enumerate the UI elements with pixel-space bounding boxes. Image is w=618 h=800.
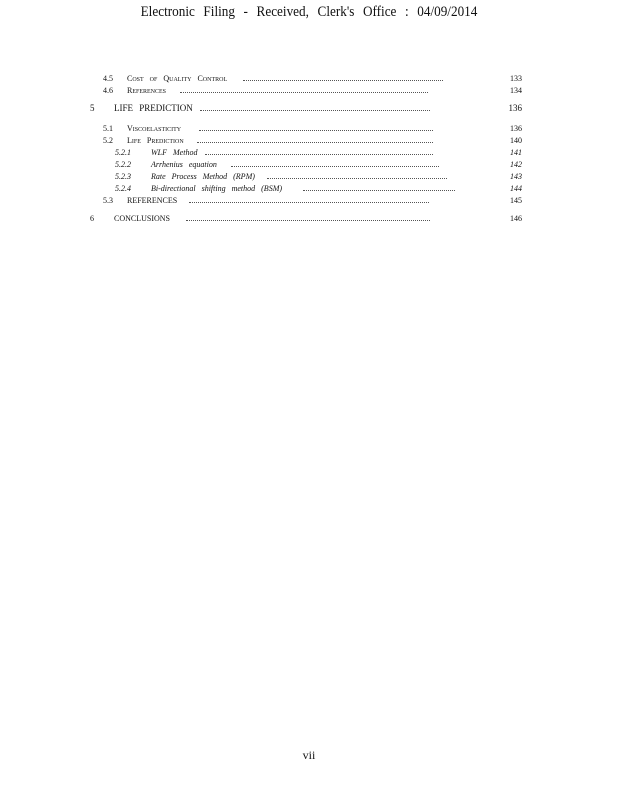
toc-entry-title: CONCLUSIONS bbox=[114, 214, 171, 223]
toc-entry-title: Arrhenius equation bbox=[151, 160, 217, 169]
toc-dot-leader bbox=[200, 110, 430, 111]
toc-entry-title: Life Prediction bbox=[127, 136, 184, 145]
toc-entry-title: References bbox=[127, 86, 167, 95]
toc-entry-number: 4.5 bbox=[103, 74, 113, 83]
toc-entry-title: Viscoelasticity bbox=[127, 124, 182, 133]
toc-entry-5-2-1[interactable] bbox=[115, 147, 522, 158]
toc-entry-4-5[interactable] bbox=[103, 73, 522, 84]
toc-dot-leader bbox=[243, 80, 443, 81]
toc-entry-page: 143 bbox=[510, 172, 522, 181]
toc-entry-5-2[interactable] bbox=[103, 135, 522, 146]
toc-entry-page: 140 bbox=[510, 136, 522, 145]
toc-entry-title: LIFE PREDICTION bbox=[114, 103, 193, 113]
toc-dot-leader bbox=[197, 142, 433, 143]
toc-entry-title: Bi-directional shifting method (BSM) bbox=[151, 184, 283, 193]
toc-entry-page: 133 bbox=[510, 74, 522, 83]
toc-entry-page: 142 bbox=[510, 160, 522, 169]
toc-entry-number: 5.3 bbox=[103, 196, 113, 205]
toc-dot-leader bbox=[180, 92, 428, 93]
toc-entry-number: 5.2 bbox=[103, 136, 113, 145]
toc-entry-page: 136 bbox=[508, 103, 522, 113]
toc-entry-number: 5.2.2 bbox=[115, 160, 131, 169]
toc-dot-leader bbox=[267, 178, 447, 179]
toc-entry-number: 5.2.3 bbox=[115, 172, 131, 181]
toc-dot-leader bbox=[186, 220, 430, 221]
toc-entry-title: Rate Process Method (RPM) bbox=[151, 172, 255, 181]
toc-entry-5-1[interactable] bbox=[103, 123, 522, 134]
toc-entry-5[interactable] bbox=[90, 103, 522, 114]
toc-dot-leader bbox=[231, 166, 439, 167]
filing-stamp-header: Electronic Filing - Received, Clerk's Office : 04/09/2014 bbox=[140, 4, 478, 20]
toc-entry-number: 5.2.1 bbox=[115, 148, 131, 157]
toc-dot-leader bbox=[303, 190, 455, 191]
page-number: vii bbox=[302, 748, 316, 762]
toc-entry-5-2-4[interactable] bbox=[115, 183, 522, 194]
toc-entry-5-3[interactable] bbox=[103, 195, 522, 206]
toc-entry-number: 5.1 bbox=[103, 124, 113, 133]
toc-entry-page: 145 bbox=[510, 196, 522, 205]
toc-entry-5-2-2[interactable] bbox=[115, 159, 522, 170]
toc-dot-leader bbox=[189, 202, 429, 203]
toc-entry-5-2-3[interactable] bbox=[115, 171, 522, 182]
toc-entry-title: REFERENCES bbox=[127, 196, 178, 205]
toc-entry-6[interactable] bbox=[90, 213, 522, 224]
toc-entry-page: 144 bbox=[510, 184, 522, 193]
toc-entry-page: 134 bbox=[510, 86, 522, 95]
toc-dot-leader bbox=[199, 130, 433, 131]
toc-entry-title: WLF Method bbox=[151, 148, 198, 157]
toc-entry-number: 4.6 bbox=[103, 86, 113, 95]
toc-entry-page: 136 bbox=[510, 124, 522, 133]
toc-entry-page: 141 bbox=[510, 148, 522, 157]
toc-entry-page: 146 bbox=[510, 214, 522, 223]
toc-entry-number: 5 bbox=[90, 103, 95, 113]
toc-dot-leader bbox=[205, 154, 433, 155]
toc-entry-number: 6 bbox=[90, 214, 94, 223]
toc-entry-title: Cost of Quality Control bbox=[127, 74, 228, 83]
toc-entry-4-6[interactable] bbox=[103, 85, 522, 96]
toc-entry-number: 5.2.4 bbox=[115, 184, 131, 193]
